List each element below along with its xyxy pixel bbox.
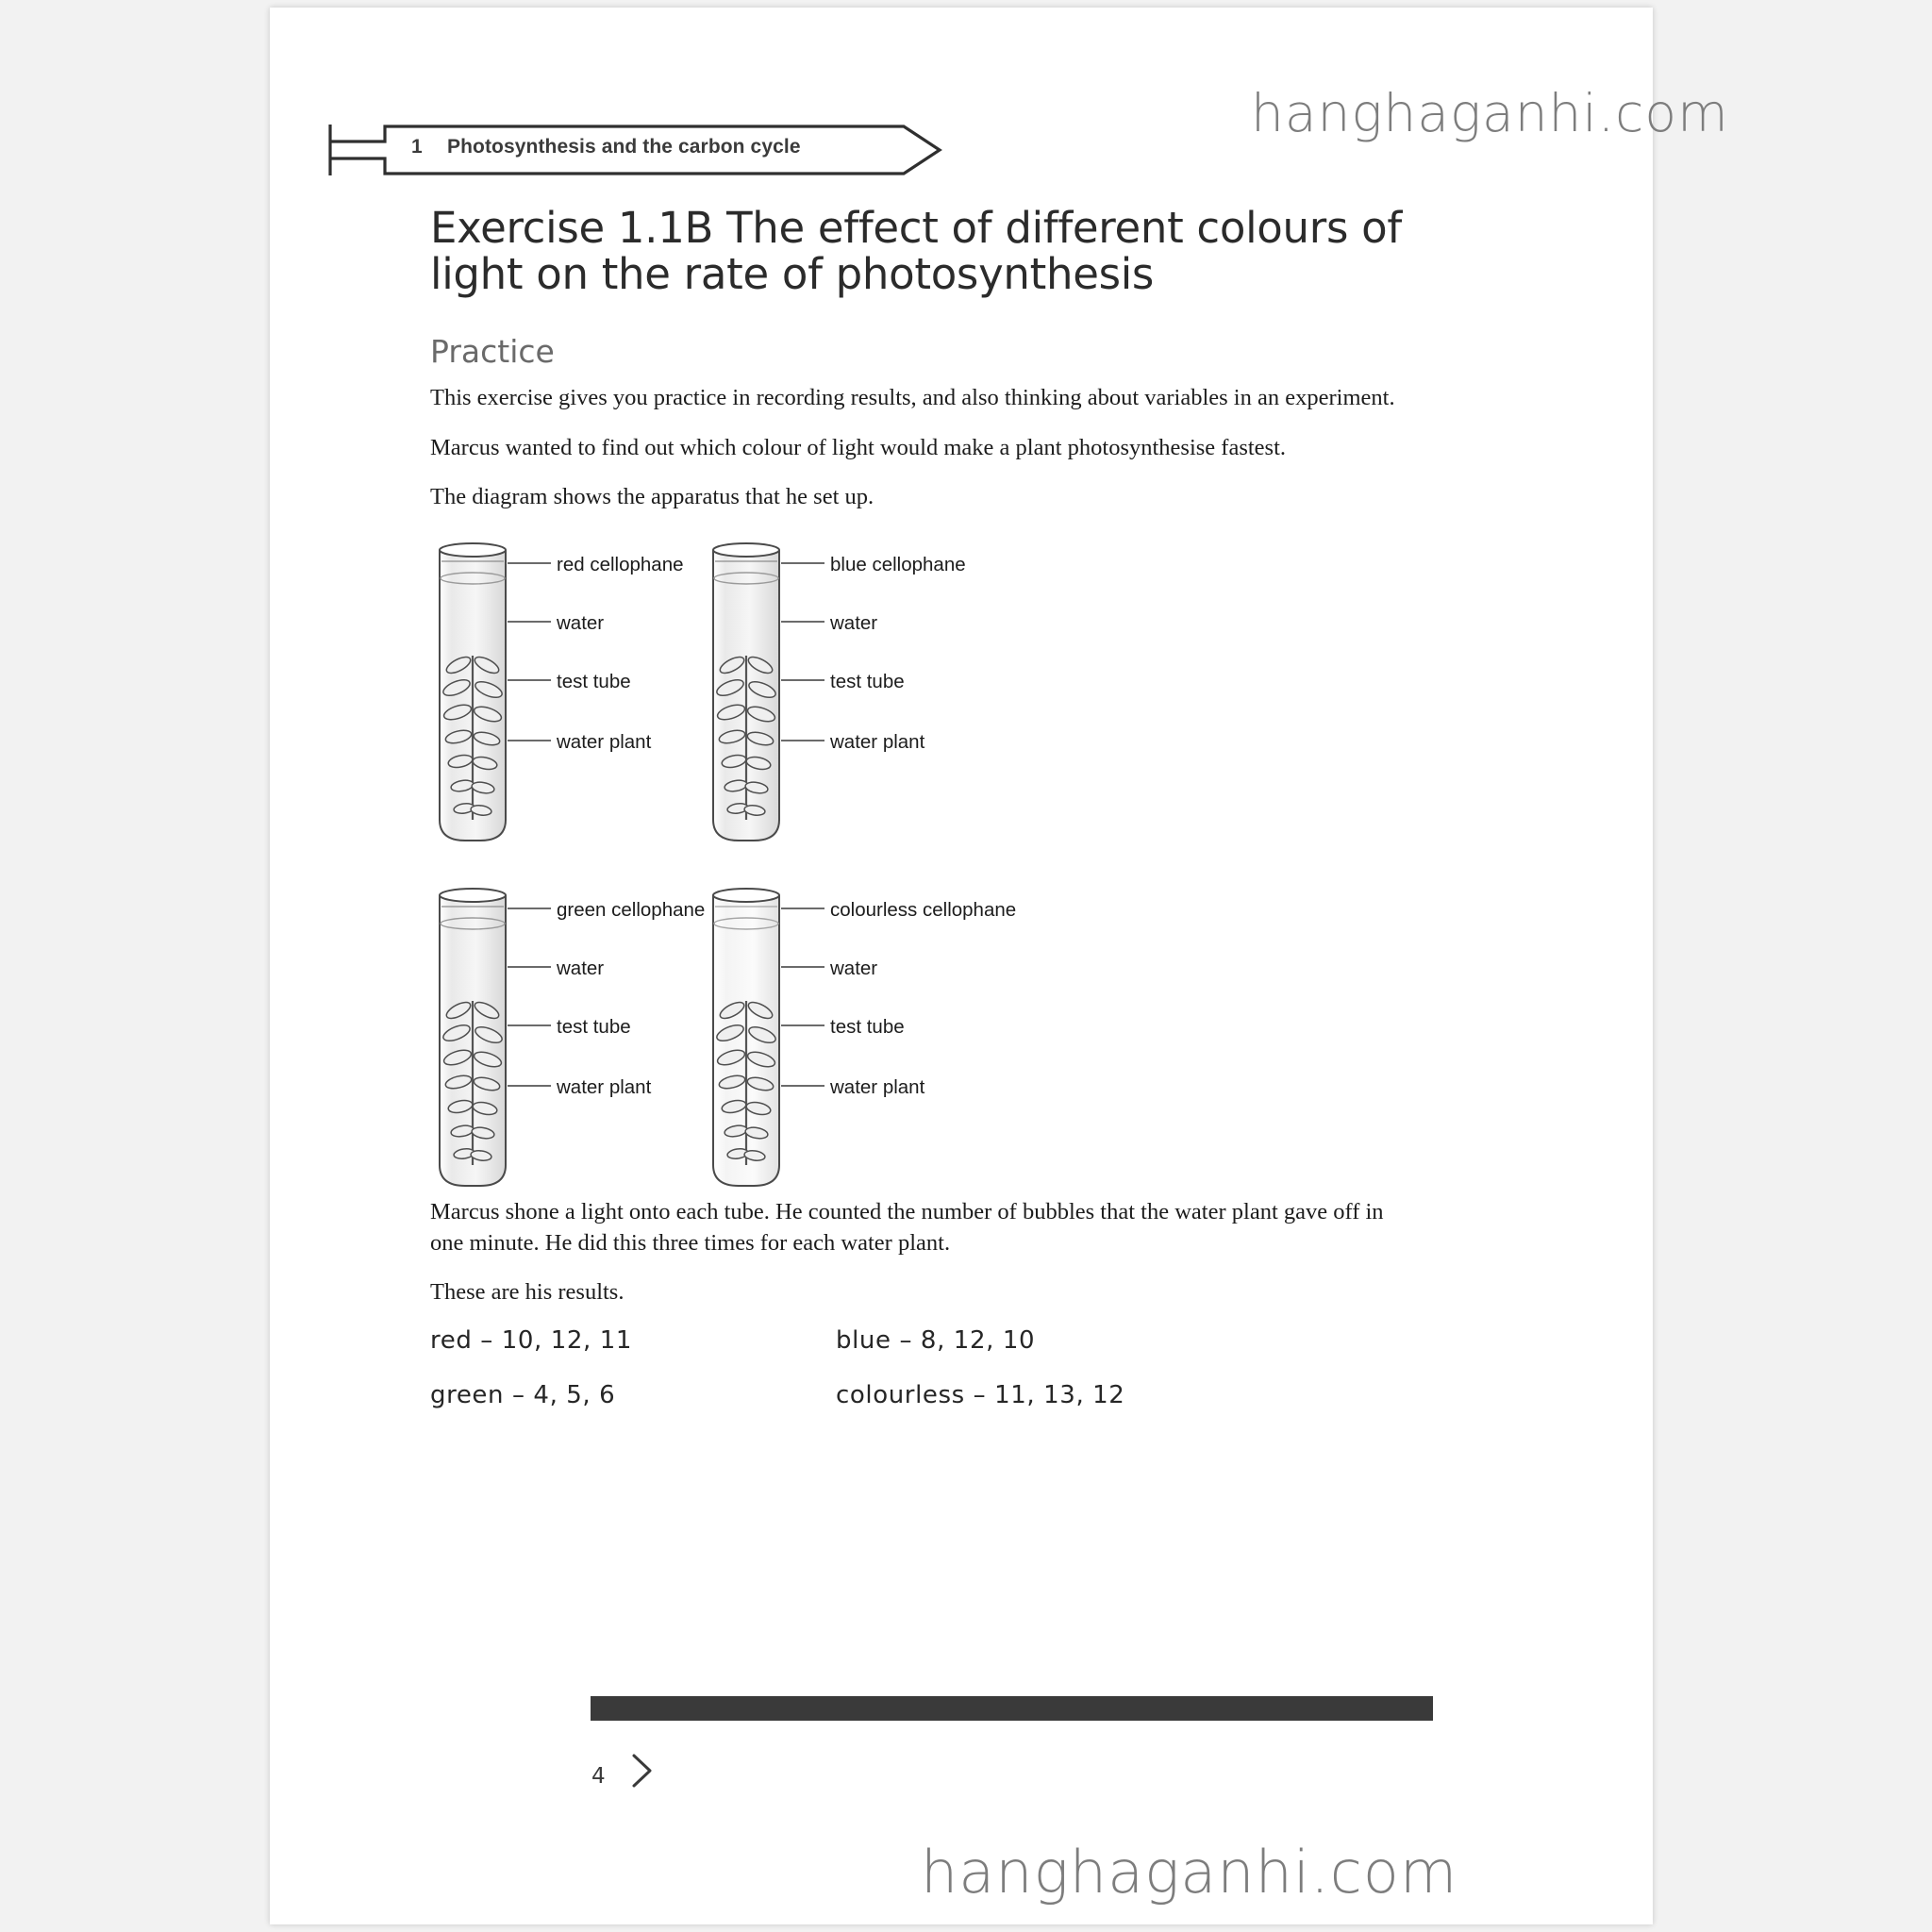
label-green-cellophane: green cellophane xyxy=(557,899,706,922)
label-red-water-plant: water plant xyxy=(557,731,652,754)
label-blue-water: water xyxy=(830,612,878,635)
label-red-test-tube: test tube xyxy=(557,671,631,693)
tube-red xyxy=(430,537,684,848)
label-green-water: water xyxy=(557,958,605,980)
label-colourless-test-tube: test tube xyxy=(830,1016,905,1039)
chapter-title: Photosynthesis and the carbon cycle xyxy=(447,136,801,158)
section-heading-practice: Practice xyxy=(430,333,555,371)
label-colourless-water: water xyxy=(830,958,878,980)
intro-paragraph-2: Marcus wanted to find out which colour of light would make a plant photosynthesise fastest. xyxy=(430,434,1287,460)
document-sheet xyxy=(270,8,1729,1924)
result-blue: blue – 8, 12, 10 xyxy=(836,1326,1036,1356)
tube-blue xyxy=(704,537,966,848)
tube-colourless xyxy=(704,882,1017,1193)
result-red: red – 10, 12, 11 xyxy=(430,1326,633,1356)
watermark-top: hanghaganhi.com xyxy=(1251,83,1729,143)
result-green: green – 4, 5, 6 xyxy=(430,1381,616,1410)
intro-paragraph-1: This exercise gives you practice in recording results, and also thinking about variables in an experiment. xyxy=(430,385,1395,411)
chevron-right-icon xyxy=(626,1751,658,1790)
footer-rule xyxy=(591,1696,1433,1721)
label-colourless-cellophane: colourless cellophane xyxy=(830,899,1017,922)
label-red-water: water xyxy=(557,612,605,635)
label-blue-water-plant: water plant xyxy=(830,731,925,754)
page-number: 4 xyxy=(591,1764,606,1789)
apparatus-diagram xyxy=(430,537,1402,1197)
label-green-water-plant: water plant xyxy=(557,1076,652,1099)
label-colourless-water-plant: water plant xyxy=(830,1076,925,1099)
tube-red-graphic xyxy=(430,537,675,848)
chapter-number: 1 xyxy=(411,136,423,158)
tube-colourless-graphic xyxy=(704,882,949,1193)
watermark-bottom: hanghaganhi.com xyxy=(921,1838,1458,1907)
chapter-banner xyxy=(326,121,949,179)
label-red-cellophane: red cellophane xyxy=(557,554,684,576)
label-blue-test-tube: test tube xyxy=(830,671,905,693)
tube-blue-graphic xyxy=(704,537,949,848)
post-diagram-paragraph-1: Marcus shone a light onto each tube. He counted the number of bubbles that the water plant gave off in one minute. He did this three times for each water plant. xyxy=(430,1199,1384,1256)
post-diagram-paragraph-2: These are his results. xyxy=(430,1278,625,1305)
intro-paragraph-3: The diagram shows the apparatus that he set up. xyxy=(430,483,874,509)
label-blue-cellophane: blue cellophane xyxy=(830,554,966,576)
label-green-test-tube: test tube xyxy=(557,1016,631,1039)
main-content xyxy=(430,203,1421,1440)
tube-green xyxy=(430,882,706,1193)
tube-green-graphic xyxy=(430,882,675,1193)
results-list xyxy=(430,1326,1402,1440)
result-colourless: colourless – 11, 13, 12 xyxy=(836,1381,1125,1410)
page-title: Exercise 1.1B The effect of different colours of light on the rate of photosynthesis xyxy=(430,203,1402,299)
